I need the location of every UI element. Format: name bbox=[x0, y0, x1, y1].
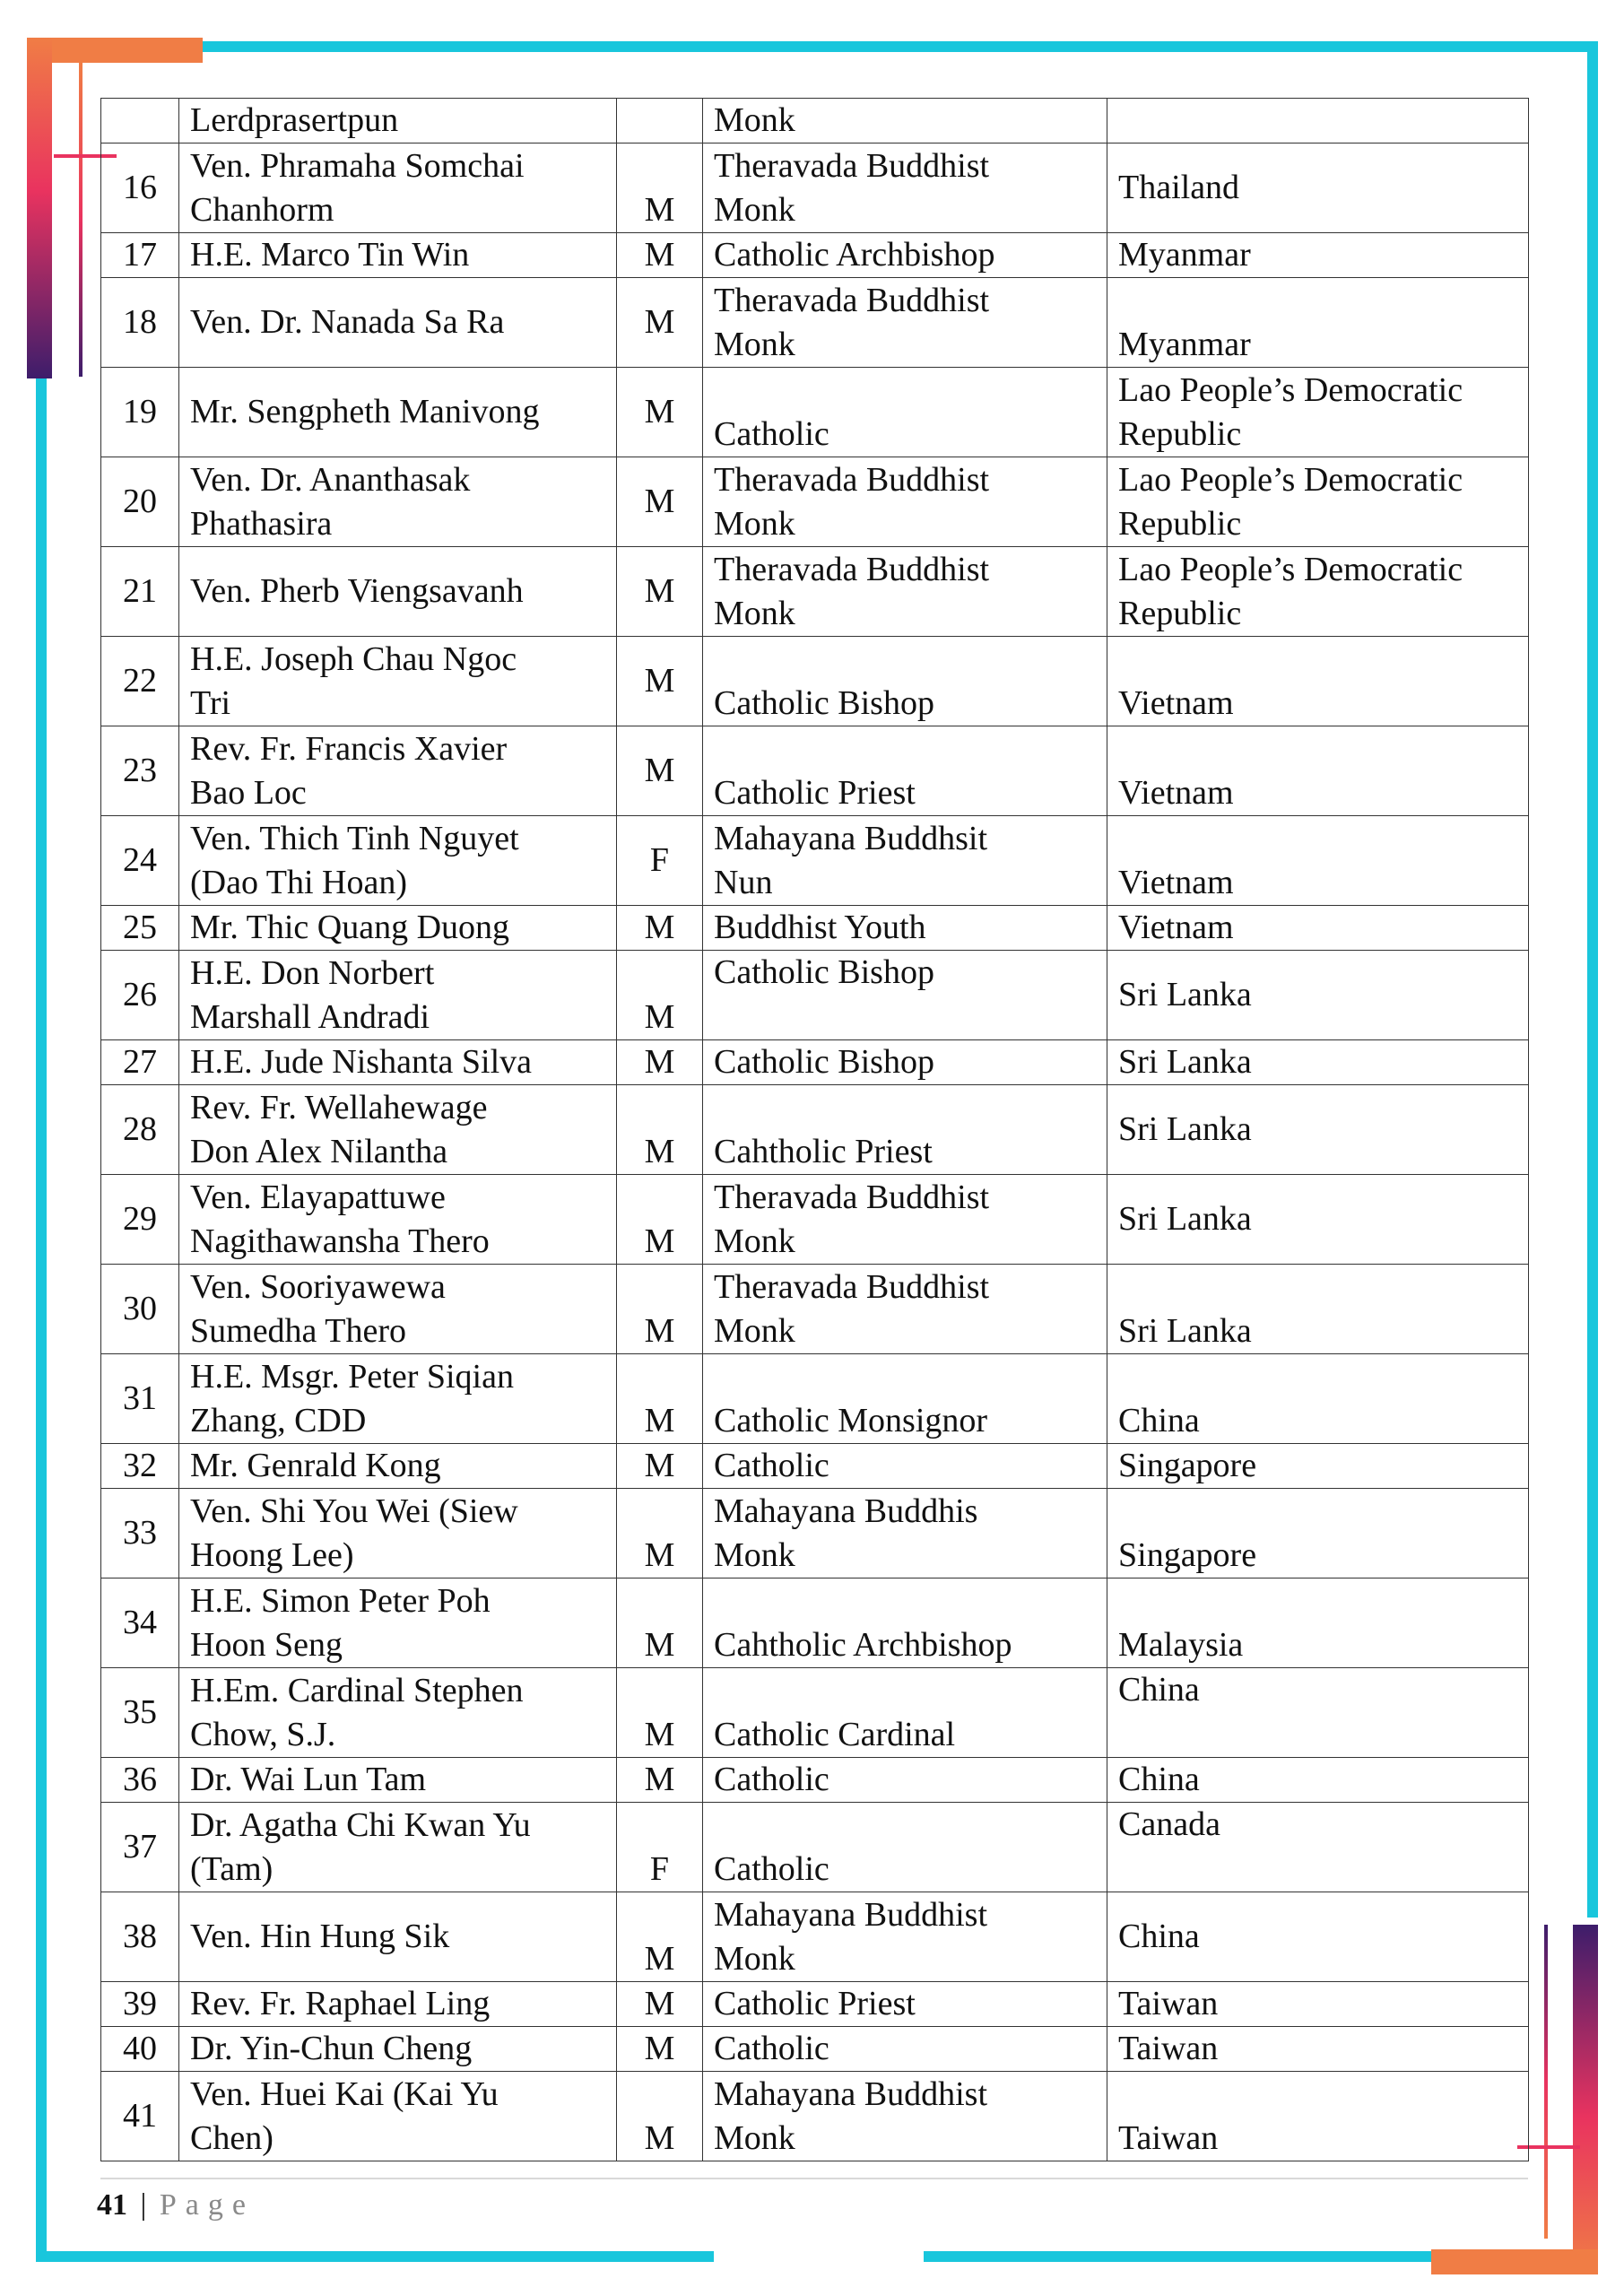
country-cell: Singapore bbox=[1107, 1489, 1529, 1578]
religious-role-cell: Theravada Buddhist Monk bbox=[703, 144, 1107, 233]
row-number-cell: 25 bbox=[101, 906, 179, 951]
religious-role-cell: Theravada Buddhist Monk bbox=[703, 278, 1107, 368]
religious-role-cell: Catholic bbox=[703, 1444, 1107, 1489]
table-row bbox=[101, 1265, 1529, 1354]
table-row bbox=[101, 906, 1529, 951]
table-row bbox=[101, 726, 1529, 816]
religious-role-cell: Cahtholic Archbishop bbox=[703, 1578, 1107, 1668]
row-number-cell: 18 bbox=[101, 278, 179, 368]
row-number-cell: 21 bbox=[101, 547, 179, 637]
country-cell bbox=[1107, 99, 1529, 144]
table-row bbox=[101, 1040, 1529, 1085]
gender-cell: M bbox=[617, 2027, 703, 2072]
corner-bottom-right-bar bbox=[1431, 2249, 1598, 2274]
row-number-cell: 38 bbox=[101, 1892, 179, 1982]
gender-cell: M bbox=[617, 1578, 703, 1668]
gender-cell: M bbox=[617, 1892, 703, 1982]
religious-role-cell: Monk bbox=[703, 99, 1107, 144]
row-number-cell: 32 bbox=[101, 1444, 179, 1489]
gender-cell: M bbox=[617, 726, 703, 816]
religious-role-cell: Theravada Buddhist Monk bbox=[703, 547, 1107, 637]
religious-role-cell: Mahayana Buddhist Monk bbox=[703, 2072, 1107, 2161]
participant-name-cell: Dr. Agatha Chi Kwan Yu (Tam) bbox=[179, 1803, 617, 1892]
gender-cell: M bbox=[617, 1668, 703, 1758]
participant-name-cell: Rev. Fr. Raphael Ling bbox=[179, 1982, 617, 2027]
participants-table bbox=[100, 98, 1529, 2161]
gender-cell: M bbox=[617, 1354, 703, 1444]
frame-left-line bbox=[36, 343, 47, 2262]
country-cell: Lao People’s Democratic Republic bbox=[1107, 457, 1529, 547]
participant-name-cell: Ven. Sooriyawewa Sumedha Thero bbox=[179, 1265, 617, 1354]
participant-name-cell: Rev. Fr. Wellahewage Don Alex Nilantha bbox=[179, 1085, 617, 1175]
participant-name-cell: Ven. Elayapattuwe Nagithawansha Thero bbox=[179, 1175, 617, 1265]
gender-cell: M bbox=[617, 2072, 703, 2161]
corner-bottom-right-gradient bbox=[1573, 1925, 1598, 2274]
gender-cell: M bbox=[617, 1982, 703, 2027]
gender-cell: M bbox=[617, 1758, 703, 1803]
religious-role-cell: Theravada Buddhist Monk bbox=[703, 457, 1107, 547]
gender-cell: M bbox=[617, 906, 703, 951]
country-cell: Sri Lanka bbox=[1107, 1040, 1529, 1085]
gender-cell: F bbox=[617, 1803, 703, 1892]
participant-name-cell: Mr. Sengpheth Manivong bbox=[179, 368, 617, 457]
country-cell: Taiwan bbox=[1107, 2027, 1529, 2072]
participant-name-cell: Dr. Yin-Chun Cheng bbox=[179, 2027, 617, 2072]
participant-name-cell: Mr. Genrald Kong bbox=[179, 1444, 617, 1489]
gender-cell: M bbox=[617, 1175, 703, 1265]
gender-cell: M bbox=[617, 1085, 703, 1175]
gender-cell: M bbox=[617, 278, 703, 368]
participant-name-cell: H.E. Jude Nishanta Silva bbox=[179, 1040, 617, 1085]
corner-top-left-thin-line bbox=[79, 63, 83, 377]
country-cell: China bbox=[1107, 1758, 1529, 1803]
participant-name-cell: H.E. Simon Peter Poh Hoon Seng bbox=[179, 1578, 617, 1668]
table-row bbox=[101, 99, 1529, 144]
corner-top-left-gradient bbox=[27, 38, 52, 378]
frame-bottom-right-line bbox=[924, 2251, 1489, 2262]
religious-role-cell: Catholic Bishop bbox=[703, 637, 1107, 726]
gender-cell: M bbox=[617, 1265, 703, 1354]
religious-role-cell: Catholic Bishop bbox=[703, 1040, 1107, 1085]
participant-name-cell: Ven. Dr. Ananthasak Phathasira bbox=[179, 457, 617, 547]
country-cell: Taiwan bbox=[1107, 1982, 1529, 2027]
gender-cell: M bbox=[617, 457, 703, 547]
table-row bbox=[101, 1444, 1529, 1489]
row-number-cell: 30 bbox=[101, 1265, 179, 1354]
country-cell: Lao People’s Democratic Republic bbox=[1107, 368, 1529, 457]
religious-role-cell: Theravada Buddhist Monk bbox=[703, 1265, 1107, 1354]
religious-role-cell: Catholic Priest bbox=[703, 1982, 1107, 2027]
corner-bottom-right-thin-line bbox=[1544, 1925, 1548, 2239]
country-cell: Vietnam bbox=[1107, 816, 1529, 906]
table-row bbox=[101, 951, 1529, 1040]
table-row bbox=[101, 1668, 1529, 1758]
row-number-cell: 17 bbox=[101, 233, 179, 278]
country-cell: Vietnam bbox=[1107, 906, 1529, 951]
footer-divider bbox=[100, 2178, 1528, 2179]
participant-name-cell: Ven. Hin Hung Sik bbox=[179, 1892, 617, 1982]
religious-role-cell: Catholic Monsignor bbox=[703, 1354, 1107, 1444]
page-number: 41 bbox=[97, 2188, 127, 2222]
frame-right-line bbox=[1587, 41, 1598, 1918]
participant-name-cell: Ven. Shi You Wei (Siew Hoong Lee) bbox=[179, 1489, 617, 1578]
gender-cell: F bbox=[617, 816, 703, 906]
participant-name-cell: Ven. Dr. Nanada Sa Ra bbox=[179, 278, 617, 368]
participant-name-cell: H.Em. Cardinal Stephen Chow, S.J. bbox=[179, 1668, 617, 1758]
frame-bottom-left-line bbox=[36, 2251, 714, 2262]
country-cell: Canada bbox=[1107, 1803, 1529, 1892]
participant-name-cell: Ven. Thich Tinh Nguyet (Dao Thi Hoan) bbox=[179, 816, 617, 906]
table-row bbox=[101, 457, 1529, 547]
row-number-cell: 24 bbox=[101, 816, 179, 906]
religious-role-cell: Buddhist Youth bbox=[703, 906, 1107, 951]
country-cell: Vietnam bbox=[1107, 726, 1529, 816]
religious-role-cell: Mahayana Buddhis Monk bbox=[703, 1489, 1107, 1578]
row-number-cell: 20 bbox=[101, 457, 179, 547]
country-cell: Thailand bbox=[1107, 144, 1529, 233]
corner-top-left-bar bbox=[27, 38, 203, 63]
gender-cell: M bbox=[617, 547, 703, 637]
religious-role-cell: Mahayana Buddhsit Nun bbox=[703, 816, 1107, 906]
country-cell: China bbox=[1107, 1354, 1529, 1444]
row-number-cell: 28 bbox=[101, 1085, 179, 1175]
religious-role-cell: Catholic bbox=[703, 1758, 1107, 1803]
table-row bbox=[101, 278, 1529, 368]
religious-role-cell: Catholic bbox=[703, 2027, 1107, 2072]
gender-cell bbox=[617, 99, 703, 144]
row-number-cell: 27 bbox=[101, 1040, 179, 1085]
country-cell: Sri Lanka bbox=[1107, 1265, 1529, 1354]
row-number-cell: 19 bbox=[101, 368, 179, 457]
table-row bbox=[101, 2027, 1529, 2072]
table-row bbox=[101, 1758, 1529, 1803]
country-cell: Myanmar bbox=[1107, 278, 1529, 368]
country-cell: Malaysia bbox=[1107, 1578, 1529, 1668]
religious-role-cell: Catholic bbox=[703, 1803, 1107, 1892]
religious-role-cell: Catholic Bishop bbox=[703, 951, 1107, 1040]
country-cell: Taiwan bbox=[1107, 2072, 1529, 2161]
country-cell: Sri Lanka bbox=[1107, 951, 1529, 1040]
table-row bbox=[101, 1892, 1529, 1982]
participant-name-cell: H.E. Msgr. Peter Siqian Zhang, CDD bbox=[179, 1354, 617, 1444]
religious-role-cell: Cahtholic Priest bbox=[703, 1085, 1107, 1175]
participant-name-cell: Rev. Fr. Francis Xavier Bao Loc bbox=[179, 726, 617, 816]
table-row bbox=[101, 1803, 1529, 1892]
table-row bbox=[101, 1578, 1529, 1668]
row-number-cell: 33 bbox=[101, 1489, 179, 1578]
gender-cell: M bbox=[617, 1489, 703, 1578]
page-label: Page bbox=[159, 2188, 255, 2222]
participant-name-cell: Ven. Pherb Viengsavanh bbox=[179, 547, 617, 637]
row-number-cell bbox=[101, 99, 179, 144]
participant-name-cell: Ven. Phramaha Somchai Chanhorm bbox=[179, 144, 617, 233]
country-cell: Vietnam bbox=[1107, 637, 1529, 726]
page-footer bbox=[97, 2188, 255, 2222]
row-number-cell: 41 bbox=[101, 2072, 179, 2161]
row-number-cell: 34 bbox=[101, 1578, 179, 1668]
row-number-cell: 26 bbox=[101, 951, 179, 1040]
table-row bbox=[101, 1175, 1529, 1265]
row-number-cell: 40 bbox=[101, 2027, 179, 2072]
row-number-cell: 23 bbox=[101, 726, 179, 816]
row-number-cell: 35 bbox=[101, 1668, 179, 1758]
row-number-cell: 29 bbox=[101, 1175, 179, 1265]
participant-name-cell: H.E. Marco Tin Win bbox=[179, 233, 617, 278]
participant-name-cell: H.E. Don Norbert Marshall Andradi bbox=[179, 951, 617, 1040]
gender-cell: M bbox=[617, 233, 703, 278]
row-number-cell: 39 bbox=[101, 1982, 179, 2027]
gender-cell: M bbox=[617, 1444, 703, 1489]
participant-name-cell: Dr. Wai Lun Tam bbox=[179, 1758, 617, 1803]
gender-cell: M bbox=[617, 368, 703, 457]
participant-name-cell: Mr. Thic Quang Duong bbox=[179, 906, 617, 951]
religious-role-cell: Catholic Priest bbox=[703, 726, 1107, 816]
religious-role-cell: Catholic bbox=[703, 368, 1107, 457]
table-row bbox=[101, 1489, 1529, 1578]
table-row bbox=[101, 233, 1529, 278]
table-row bbox=[101, 2072, 1529, 2161]
frame-top-line bbox=[188, 41, 1598, 52]
gender-cell: M bbox=[617, 1040, 703, 1085]
gender-cell: M bbox=[617, 144, 703, 233]
row-number-cell: 22 bbox=[101, 637, 179, 726]
country-cell: Sri Lanka bbox=[1107, 1175, 1529, 1265]
footer-separator: | bbox=[140, 2188, 147, 2222]
country-cell: Sri Lanka bbox=[1107, 1085, 1529, 1175]
religious-role-cell: Theravada Buddhist Monk bbox=[703, 1175, 1107, 1265]
row-number-cell: 16 bbox=[101, 144, 179, 233]
table-row bbox=[101, 368, 1529, 457]
table-row bbox=[101, 1354, 1529, 1444]
country-cell: Myanmar bbox=[1107, 233, 1529, 278]
country-cell: Lao People’s Democratic Republic bbox=[1107, 547, 1529, 637]
table-row bbox=[101, 637, 1529, 726]
table-row bbox=[101, 547, 1529, 637]
table-row bbox=[101, 144, 1529, 233]
participant-name-cell: H.E. Joseph Chau Ngoc Tri bbox=[179, 637, 617, 726]
religious-role-cell: Catholic Cardinal bbox=[703, 1668, 1107, 1758]
gender-cell: M bbox=[617, 637, 703, 726]
row-number-cell: 36 bbox=[101, 1758, 179, 1803]
row-number-cell: 37 bbox=[101, 1803, 179, 1892]
country-cell: China bbox=[1107, 1668, 1529, 1758]
participant-name-cell: Ven. Huei Kai (Kai Yu Chen) bbox=[179, 2072, 617, 2161]
country-cell: Singapore bbox=[1107, 1444, 1529, 1489]
table-row bbox=[101, 1085, 1529, 1175]
table-row bbox=[101, 816, 1529, 906]
participant-name-cell: Lerdprasertpun bbox=[179, 99, 617, 144]
religious-role-cell: Catholic Archbishop bbox=[703, 233, 1107, 278]
participants-table-body bbox=[101, 99, 1529, 2161]
row-number-cell: 31 bbox=[101, 1354, 179, 1444]
gender-cell: M bbox=[617, 951, 703, 1040]
religious-role-cell: Mahayana Buddhist Monk bbox=[703, 1892, 1107, 1982]
country-cell: China bbox=[1107, 1892, 1529, 1982]
table-row bbox=[101, 1982, 1529, 2027]
